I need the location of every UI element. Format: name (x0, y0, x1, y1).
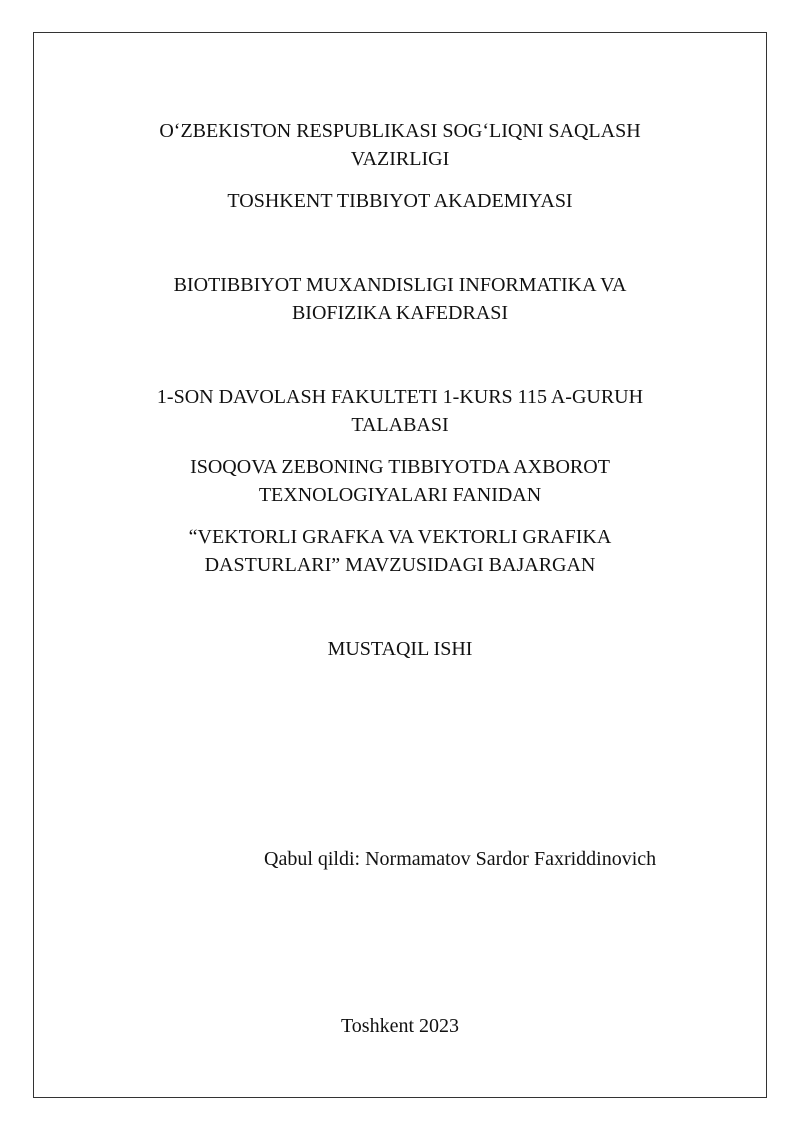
topic-line-1: “VEKTORLI GRAFKA VA VEKTORLI GRAFIKA (188, 526, 612, 548)
ministry-title-line-1: O‘ZBEKISTON RESPUBLIKASI SOG‘LIQNI SAQLASH (159, 120, 641, 142)
work-type-title: MUSTAQIL ISHI (327, 638, 473, 660)
student-info-line-2: TALABASI (351, 414, 449, 436)
department-title-line-2: BIOFIZIKA KAFEDRASI (291, 302, 509, 324)
ministry-title-line-2: VAZIRLIGI (350, 148, 450, 170)
subject-line-1: ISOQOVA ZEBONING TIBBIYOTDA AXBOROT (190, 456, 610, 478)
academy-title: TOSHKENT TIBBIYOT AKADEMIYASI (227, 190, 573, 212)
received-by: Qabul qildi: Normamatov Sardor Faxriddinovich (264, 848, 657, 870)
city-year: Toshkent 2023 (340, 1015, 460, 1037)
department-title-line-1: BIOTIBBIYOT MUXANDISLIGI INFORMATIKA VA (173, 274, 627, 296)
subject-line-2: TEXNOLOGIYALARI FANIDAN (258, 484, 542, 506)
topic-line-2: DASTURLARI” MAVZUSIDAGI BAJARGAN (204, 554, 596, 576)
student-info-line-1: 1-SON DAVOLASH FAKULTETI 1-KURS 115 A-GURUH (156, 386, 644, 408)
